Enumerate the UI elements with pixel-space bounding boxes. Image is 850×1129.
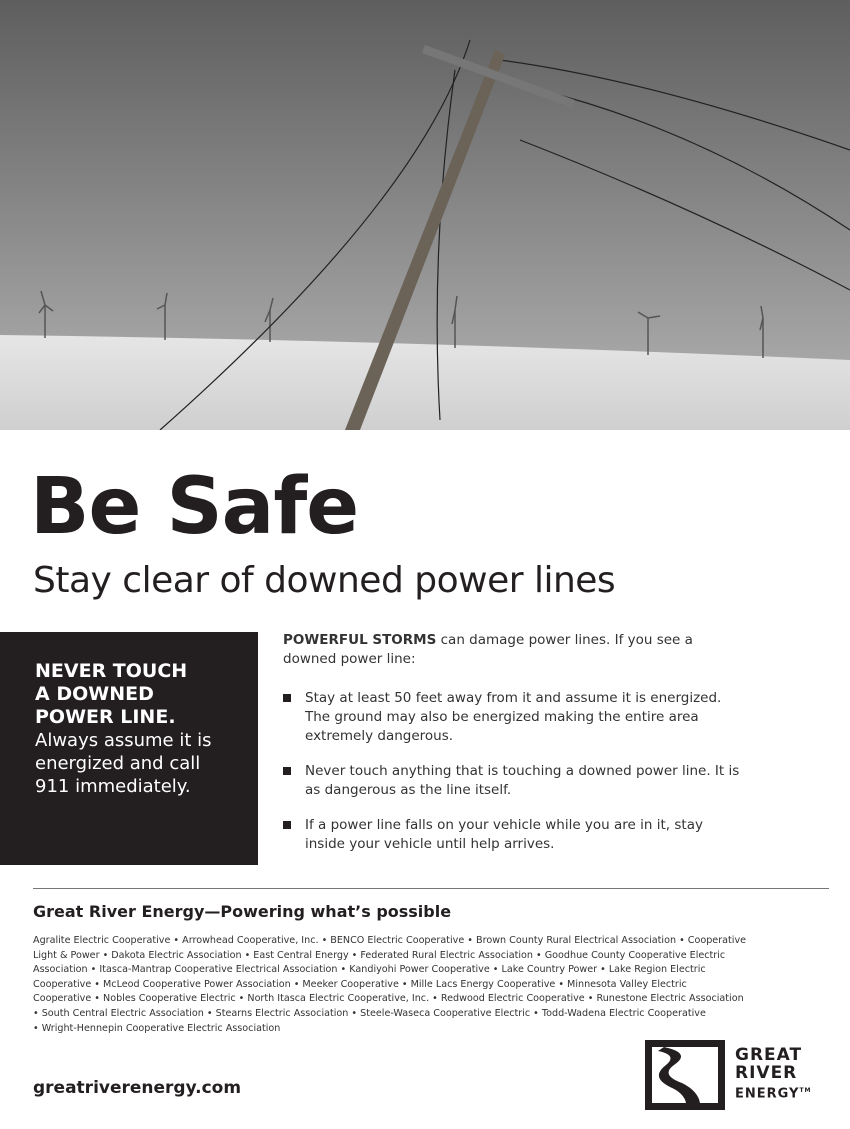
callout-body-line: Always assume it is bbox=[35, 730, 212, 751]
coop-line: • South Central Electric Association • Stearns Electric Association • Steele-Waseca Cooperative Electric • Todd-Wadena Electric Cooperative bbox=[33, 1007, 706, 1019]
divider bbox=[33, 888, 829, 889]
lead-text: can damage power lines. If you see a downed power line: bbox=[283, 632, 693, 667]
logo-word: ENERGY bbox=[735, 1086, 800, 1102]
downed-power-pole-photo bbox=[0, 0, 850, 430]
bullet-text: If a power line falls on your vehicle while you are in it, stay inside your vehicle until help arrives. bbox=[305, 817, 703, 852]
lead-bold: POWERFUL STORMS bbox=[283, 632, 437, 648]
square-bullet-icon bbox=[283, 767, 291, 775]
callout-heading-line: A DOWNED bbox=[35, 683, 154, 705]
safety-list bbox=[283, 689, 743, 854]
safety-callout-box bbox=[0, 632, 258, 865]
list-item bbox=[283, 816, 743, 854]
callout-heading-line: NEVER TOUCH bbox=[35, 660, 188, 682]
bullet-text: Stay at least 50 feet away from it and assume it is energized. The ground may also be energized making the entire area extremely dangerous. bbox=[305, 690, 722, 744]
square-bullet-icon bbox=[283, 694, 291, 702]
callout-heading-line: POWER LINE. bbox=[35, 706, 176, 728]
list-item bbox=[283, 689, 743, 746]
coop-line: Cooperative • McLeod Cooperative Power Association • Meeker Cooperative • Mille Lacs Energy Cooperative • Minnesota Valley Electric bbox=[33, 978, 687, 990]
coop-line: Cooperative • Nobles Cooperative Electric • North Itasca Electric Cooperative, Inc. • Redwood Electric Cooperative • Runestone Electric Association bbox=[33, 993, 744, 1005]
great-river-energy-logo bbox=[645, 1040, 812, 1110]
coop-line: Light & Power • Dakota Electric Association • East Central Energy • Federated Rural Electric Association • Goodhue County Cooperative Electric bbox=[33, 949, 726, 961]
bullet-text: Never touch anything that is touching a downed power line. It is as dangerous as the line itself. bbox=[305, 763, 740, 798]
safety-body bbox=[283, 631, 743, 870]
callout-body-line: 911 immediately. bbox=[35, 776, 191, 797]
coop-line: Agralite Electric Cooperative • Arrowhead Cooperative, Inc. • BENCO Electric Cooperative • Brown County Rural Electrical Association • Cooperative bbox=[33, 935, 747, 946]
square-bullet-icon bbox=[283, 821, 291, 829]
tagline: Great River Energy—Powering what’s possible bbox=[33, 902, 452, 921]
river-logo-icon bbox=[645, 1040, 725, 1110]
subheadline: Stay clear of downed power lines bbox=[33, 560, 616, 601]
logo-word: GREAT bbox=[735, 1045, 803, 1066]
lead-paragraph bbox=[283, 631, 743, 669]
website-link[interactable]: greatriverenergy.com bbox=[33, 1078, 242, 1098]
list-item bbox=[283, 762, 743, 800]
logo-word: RIVER bbox=[735, 1063, 798, 1084]
cooperatives-list bbox=[33, 934, 746, 1036]
headline: Be Safe bbox=[30, 462, 359, 552]
coop-line: Association • Itasca-Mantrap Cooperative Electrical Association • Kandiyohi Power Cooperative • Lake Country Power • Lake Region Electric bbox=[33, 964, 706, 976]
trademark: TM bbox=[799, 1087, 812, 1095]
callout-body-line: energized and call bbox=[35, 753, 201, 774]
coop-line: • Wright-Hennepin Cooperative Electric Association bbox=[33, 1022, 281, 1034]
